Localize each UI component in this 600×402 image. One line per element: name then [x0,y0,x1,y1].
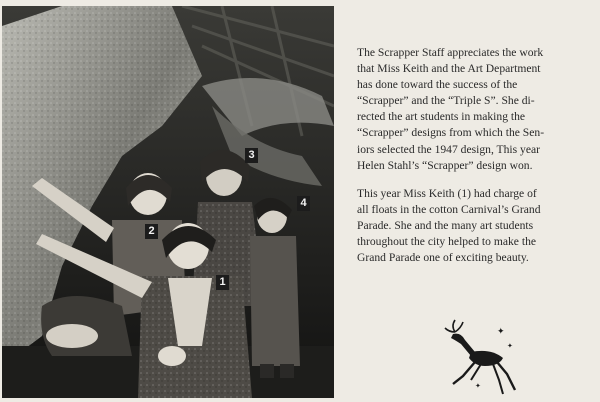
text-line: has done toward the success of the [357,78,518,92]
text-line: The Scrapper Staff appreciates the work [357,46,544,59]
photo-label-4: 4 [297,196,310,211]
text-line: Grand Parade one of exciting beauty. [357,251,529,265]
article-paragraph-1 [357,45,594,174]
art-students-photo [2,6,334,398]
photo-label-3: 3 [245,148,258,163]
svg-text:✦: ✦ [507,342,513,350]
text-line: throughout the city helped to make the [357,235,537,249]
text-line: iors selected the 1947 design, This year [357,142,540,156]
leaping-deer-icon [441,318,517,398]
svg-text:✦: ✦ [475,382,481,390]
article-text [357,45,594,278]
text-line: Parade. She and the many art students [357,218,534,232]
text-line: Helen Stahl’s “Scrapper” design won. [357,158,533,172]
photo-label-2: 2 [145,224,158,239]
text-line: all floats in the cotton Carnival’s Grand [357,202,541,216]
text-line: that Miss Keith and the Art Department [357,62,541,76]
text-line: This year Miss Keith (1) had charge of [357,186,537,200]
text-line: “Scrapper” and the “Triple S”. She di- [357,94,535,108]
text-line: “Scrapper” designs from which the Sen- [357,126,545,140]
text-line: rected the art students in making the [357,110,526,124]
photo-scene [2,6,334,398]
photo-label-1: 1 [216,275,229,290]
article-paragraph-2 [357,186,594,266]
svg-text:✦: ✦ [497,327,505,337]
